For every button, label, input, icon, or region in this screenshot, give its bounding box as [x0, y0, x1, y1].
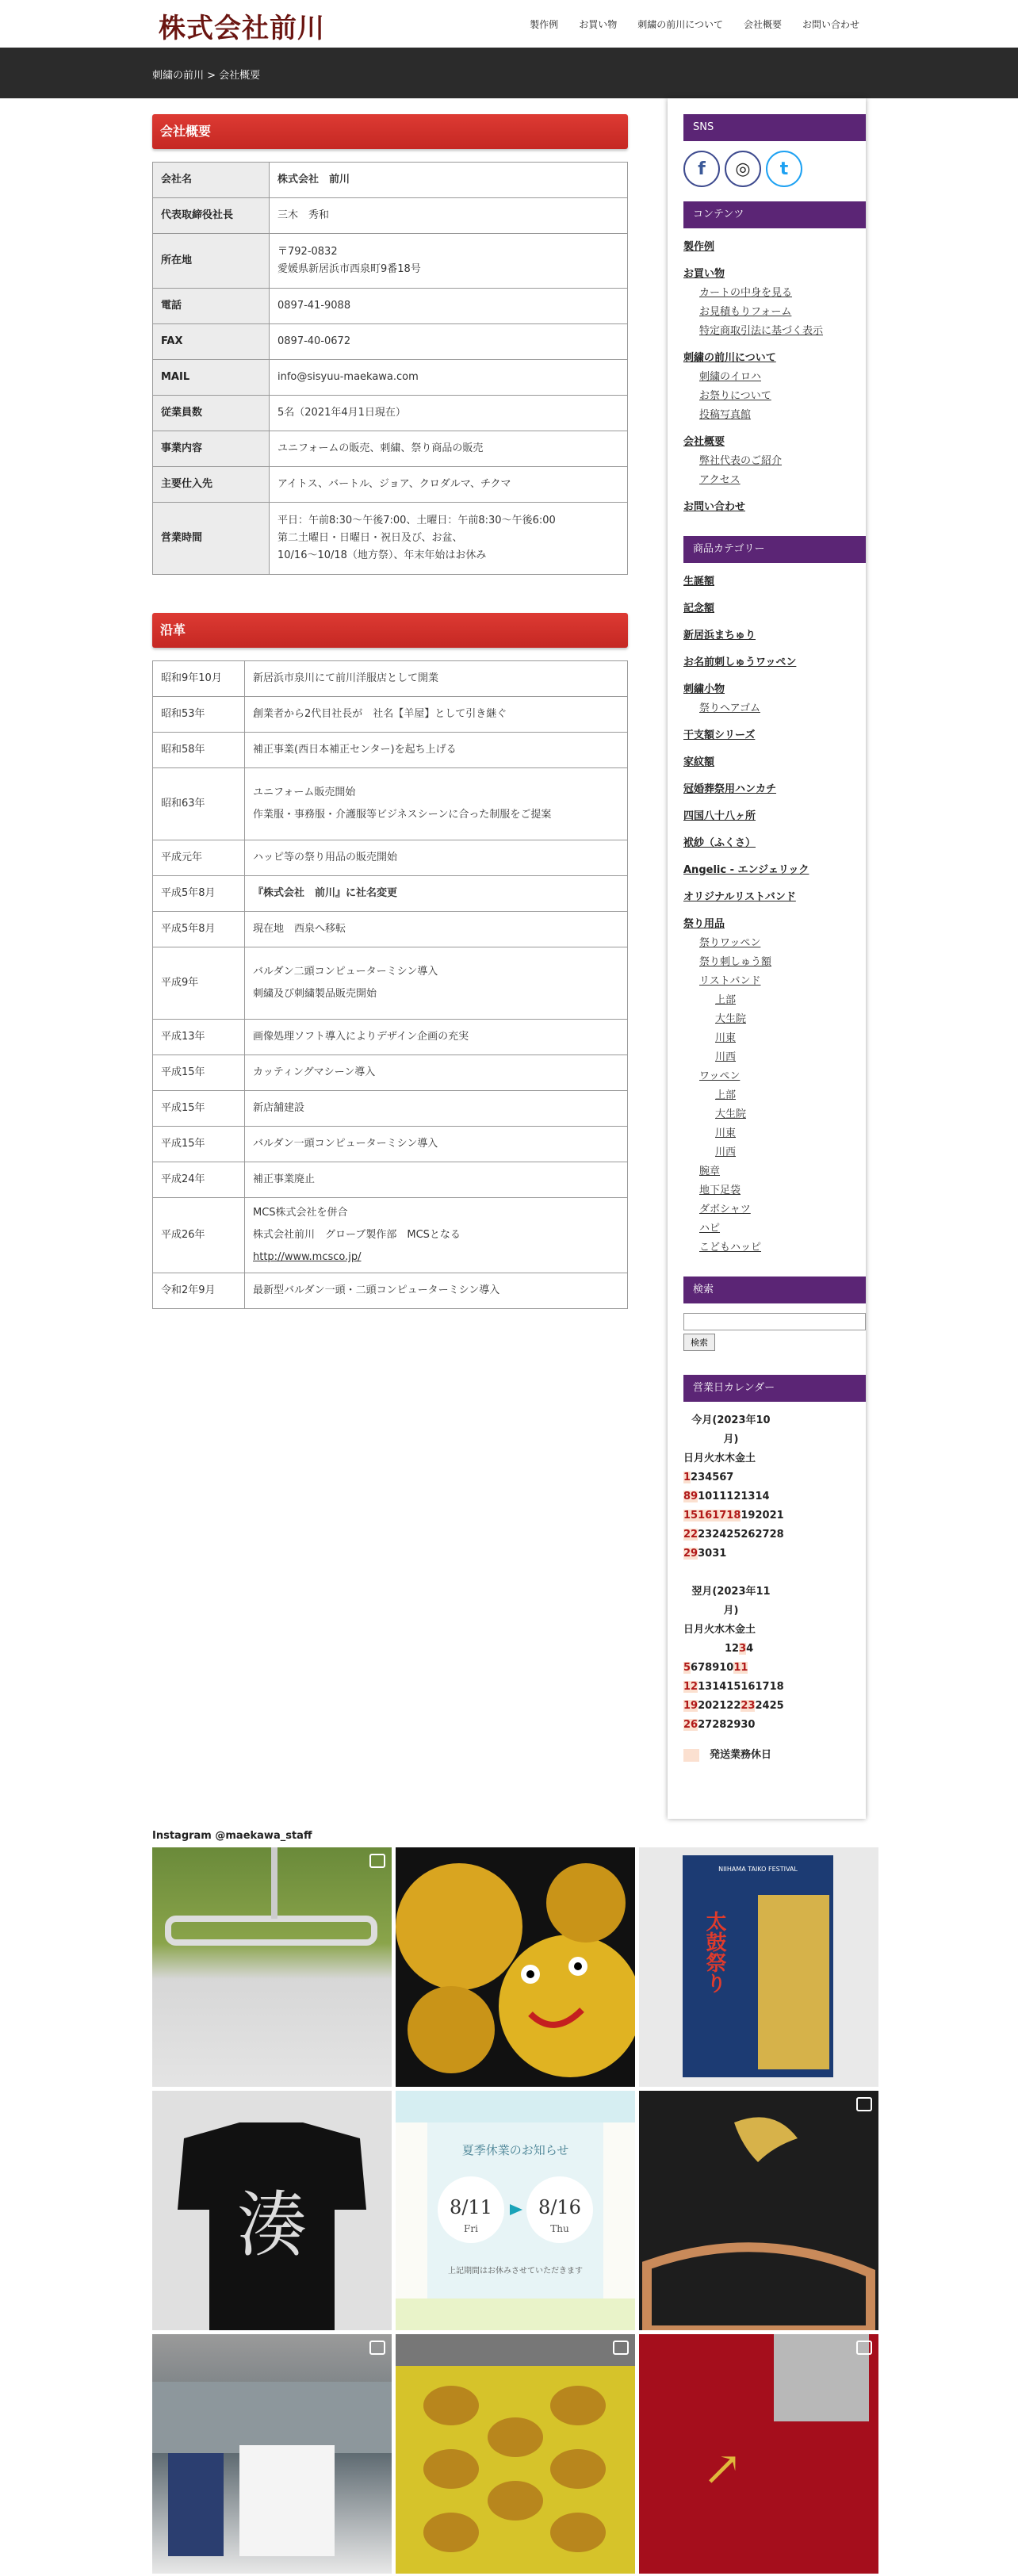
table-row	[153, 912, 628, 947]
row-label: 従業員数	[153, 396, 270, 431]
nav-item-about[interactable]: 刺繍の前川について	[637, 19, 723, 30]
row-value: ハッピ等の祭り用品の販売開始	[245, 840, 628, 876]
site-header	[0, 0, 1018, 48]
instagram-title: Instagram @maekawa_staff	[152, 1830, 312, 1842]
search-button[interactable]: 検索	[683, 1334, 715, 1351]
table-row	[153, 876, 628, 912]
company-overview-heading: 会社概要	[152, 114, 628, 149]
sidebar-menu-item[interactable]: 刺繍の前川について	[683, 352, 776, 364]
company-table	[152, 162, 628, 575]
calendar-day: 4	[746, 1643, 754, 1655]
menu-gap	[683, 772, 866, 780]
sidebar-menu-item[interactable]: 川東	[715, 1127, 737, 1139]
row-value: 0897-41-9088	[270, 289, 628, 324]
calendar-week	[683, 1468, 866, 1487]
instagram-post[interactable]	[639, 1847, 878, 2087]
sidebar-menu-item[interactable]: 刺繍のイロハ	[699, 371, 762, 383]
row-label: 平成5年8月	[153, 912, 245, 947]
calendar-day: 23	[741, 1700, 756, 1712]
row-label: 主要仕入先	[153, 467, 270, 503]
menu-gap	[683, 591, 866, 599]
calendar-day: 10	[719, 1662, 734, 1674]
row-value: ユニフォームの販売、刺繍、祭り商品の販売	[270, 431, 628, 467]
breadcrumb[interactable]: 刺繍の前川 > 会社概要	[152, 70, 261, 82]
calendar-day: 23	[698, 1529, 713, 1541]
calendar-day: 30	[741, 1719, 756, 1731]
sidebar-menu-item[interactable]: 記念額	[683, 603, 715, 614]
row-value: 補正事業廃止	[245, 1162, 628, 1198]
calendar-day: 6	[691, 1662, 698, 1674]
sidebar-menu-item[interactable]: 上部	[715, 1089, 737, 1101]
facebook-icon[interactable]: f	[683, 151, 720, 187]
nav-item-shopping[interactable]: お買い物	[579, 19, 618, 30]
menu-gap	[683, 257, 866, 265]
sidebar-menu-item[interactable]: ワッペン	[699, 1070, 741, 1082]
calendar-day: 25	[726, 1529, 741, 1541]
calendar-week	[683, 1487, 866, 1506]
calendar-day: 11	[712, 1491, 727, 1502]
photo-sewing-machine	[152, 2334, 392, 2574]
sidebar-menu-item[interactable]: 地下足袋	[699, 1185, 741, 1196]
sidebar-menu-item[interactable]: カートの中身を見る	[699, 287, 793, 299]
table-row	[153, 396, 628, 431]
calendar-day: 11	[733, 1662, 748, 1674]
calendar-day: 30	[698, 1548, 713, 1560]
sidebar-menu-item[interactable]: 投稿写真館	[699, 409, 752, 421]
instagram-post[interactable]	[396, 2091, 635, 2330]
calendar-day: 1	[683, 1472, 691, 1483]
calendar-day: 8	[683, 1491, 691, 1502]
calendar-day: 20	[698, 1700, 713, 1712]
sidebar-menu-item[interactable]: お名前刺しゅうワッペン	[683, 656, 797, 668]
calendar-day: 29	[683, 1548, 698, 1560]
calendar-day: 10	[698, 1491, 713, 1502]
sidebar-menu-item[interactable]: 上部	[715, 994, 737, 1006]
calendar-day: 18	[769, 1681, 784, 1693]
calendar-day: 9	[712, 1662, 720, 1674]
row-value: 〒792-0832 愛媛県新居浜市西泉町9番18号	[270, 234, 628, 289]
table-row	[153, 1091, 628, 1127]
svg-text:NIIHAMA TAIKO FESTIVAL: NIIHAMA TAIKO FESTIVAL	[718, 1866, 798, 1873]
table-row	[153, 840, 628, 876]
table-row	[153, 503, 628, 575]
contents-heading: コンテンツ	[683, 201, 866, 228]
row-value: 『株式会社 前川』に社名変更	[245, 876, 628, 912]
row-label: 所在地	[153, 234, 270, 289]
calendar-week	[683, 1506, 866, 1525]
row-value: 画像処理ソフト導入によりデザイン企画の充実	[245, 1020, 628, 1055]
sidebar-menu-item[interactable]: こどもハッピ	[699, 1242, 762, 1254]
row-label: MAIL	[153, 360, 270, 396]
table-row	[153, 947, 628, 1020]
menu-gap	[683, 425, 866, 433]
calendar-day: 21	[712, 1700, 727, 1712]
calendar-oct	[683, 1468, 866, 1564]
nav-item-company[interactable]: 会社概要	[743, 19, 782, 30]
photo-gold-patches	[396, 2334, 635, 2574]
calendar-day: 2	[691, 1472, 698, 1483]
svg-text:Fri: Fri	[464, 2223, 478, 2234]
search-form	[683, 1313, 866, 1351]
calendar-day: 19	[741, 1510, 756, 1521]
table-row	[153, 467, 628, 503]
photo-embroidery-frame	[152, 1847, 392, 2087]
row-label: 平成5年8月	[153, 876, 245, 912]
row-label: 昭和63年	[153, 768, 245, 840]
menu-gap	[683, 853, 866, 861]
weekday-row: 日月火水木金土	[683, 1624, 756, 1636]
weekday-row: 日月火水木金土	[683, 1453, 756, 1464]
calendar-day: 7	[726, 1472, 734, 1483]
row-label: 営業時間	[153, 503, 270, 575]
menu-gap	[683, 907, 866, 915]
sidebar-menu-item[interactable]: 家紋額	[683, 756, 715, 768]
calendar-caption: 今月(2023年10 月)	[691, 1414, 771, 1445]
instagram-post[interactable]	[152, 2091, 392, 2330]
sidebar-menu-item[interactable]: 製作例	[683, 241, 715, 253]
carousel-icon	[613, 2341, 629, 2355]
categories-menu	[683, 572, 866, 1257]
menu-gap	[683, 341, 866, 349]
main-nav	[530, 17, 859, 31]
site-logo[interactable]: 株式会社前川	[159, 13, 325, 44]
calendar-day: 2	[732, 1643, 740, 1655]
calendar-week	[683, 1697, 866, 1716]
calendar-day: 25	[769, 1700, 784, 1712]
row-label: 平成26年	[153, 1198, 245, 1273]
instagram-post[interactable]	[639, 2334, 878, 2574]
svg-text:上記期間はお休みさせていただきます: 上記期間はお休みさせていただきます	[448, 2267, 583, 2276]
menu-gap	[683, 672, 866, 680]
carousel-icon	[856, 2341, 872, 2355]
nav-item-examples[interactable]: 製作例	[530, 19, 559, 30]
sidebar-menu-item[interactable]: 袱紗（ふくさ）	[683, 837, 756, 849]
sns-links	[683, 151, 866, 187]
svg-text:↗: ↗	[702, 2441, 743, 2497]
calendar-day: 5	[712, 1472, 720, 1483]
calendar-week	[683, 1659, 866, 1678]
row-label: 平成15年	[153, 1127, 245, 1162]
menu-gap	[683, 799, 866, 807]
table-row	[153, 768, 628, 840]
row-value: 最新型バルダン一頭・二頭コンピューターミシン導入	[245, 1273, 628, 1309]
calendar-day: 22	[683, 1529, 698, 1541]
row-value: 平日：午前8:30〜午後7:00、土曜日：午前8:30〜午後6:00 第二土曜日・日曜日・祝日及び、お盆、 10/16〜10/18（地方祭）、年末年始はお休み	[270, 503, 628, 575]
row-value: 新店舗建設	[245, 1091, 628, 1127]
row-value: カッティングマシーン導入	[245, 1055, 628, 1091]
sidebar-menu-item[interactable]: 祭り刺しゅう額	[699, 956, 772, 968]
calendar-legend: 発送業務休日	[683, 1746, 866, 1762]
menu-gap	[683, 618, 866, 626]
row-label: 代表取締役社長	[153, 198, 270, 234]
categories-heading: 商品カテゴリー	[683, 536, 866, 563]
svg-text:8/16: 8/16	[538, 2196, 581, 2218]
calendar-day: 28	[769, 1529, 784, 1541]
calendar-day: 26	[683, 1719, 698, 1731]
menu-gap	[683, 826, 866, 834]
row-label: 平成24年	[153, 1162, 245, 1198]
menu-gap	[683, 745, 866, 753]
row-value: MCS株式会社を併合 株式会社前川 グローブ製作部 MCSとなる http://www.mcsco.jp/	[245, 1198, 628, 1273]
sidebar-menu-item[interactable]: Angelic - エンジェリック	[683, 864, 809, 876]
table-row	[153, 1162, 628, 1198]
calendar-day: 24	[755, 1700, 770, 1712]
calendar-week	[683, 1544, 866, 1564]
calendar-day: 27	[755, 1529, 770, 1541]
main-content	[152, 114, 628, 1309]
row-label: 昭和58年	[153, 733, 245, 768]
row-label: 事業内容	[153, 431, 270, 467]
photo-taiko-poster	[639, 1847, 878, 2087]
sidebar-menu-item[interactable]: リストバンド	[699, 975, 761, 987]
row-label: 平成15年	[153, 1091, 245, 1127]
row-value: 補正事業(西日本補正センター)を起ち上げる	[245, 733, 628, 768]
instagram-post[interactable]	[396, 1847, 635, 2087]
sidebar-menu-item[interactable]: お買い物	[683, 268, 725, 280]
row-value: 株式会社 前川	[270, 163, 628, 198]
calendar-day: 3	[698, 1472, 706, 1483]
row-value: バルダン二頭コンピューターミシン導入 刺繍及び刺繍製品販売開始	[245, 947, 628, 1020]
history-heading: 沿革	[152, 613, 628, 648]
photo-black-shirt	[152, 2091, 392, 2330]
sidebar-menu-item[interactable]: ダボシャツ	[699, 1204, 751, 1215]
menu-gap	[683, 490, 866, 498]
table-row	[153, 1273, 628, 1309]
row-value: ユニフォーム販売開始 作業服・事務服・介護服等ビジネスシーンに合った制服をご提案	[245, 768, 628, 840]
calendar-day: 18	[726, 1510, 741, 1521]
sidebar-menu-item[interactable]: 川西	[715, 1146, 737, 1158]
calendar-day: 20	[755, 1510, 770, 1521]
calendar-week	[683, 1716, 866, 1735]
svg-text:太鼓祭り: 太鼓祭り	[702, 1911, 726, 1993]
calendar-day: 1	[725, 1643, 733, 1655]
row-label: 平成元年	[153, 840, 245, 876]
calendar-day: 12	[726, 1491, 741, 1502]
sidebar-menu-item[interactable]: 干支額シリーズ	[683, 729, 756, 741]
calendar-day: 31	[712, 1548, 727, 1560]
calendar-day: 4	[705, 1472, 713, 1483]
sidebar-menu-item[interactable]: お祭りについて	[699, 390, 771, 402]
history-table	[152, 660, 628, 1309]
business-calendar	[683, 1411, 866, 1762]
sidebar-menu-item[interactable]: 四国八十八ヶ所	[683, 810, 756, 822]
table-row	[153, 163, 628, 198]
row-value: 現在地 西泉へ移転	[245, 912, 628, 947]
sidebar-menu-item[interactable]: 祭りワッペン	[699, 937, 761, 949]
sidebar-menu-item[interactable]: 大生院	[715, 1013, 747, 1025]
photo-red-embroidery	[639, 2334, 878, 2574]
svg-text:8/11: 8/11	[450, 2196, 492, 2218]
photo-dragon-embroidery	[639, 2091, 878, 2330]
menu-gap	[683, 645, 866, 653]
sidebar-menu-item[interactable]: 生誕額	[683, 576, 715, 588]
calendar-day: 14	[712, 1681, 727, 1693]
calendar-day: 15	[726, 1681, 741, 1693]
instagram-post[interactable]	[639, 2091, 878, 2330]
row-label: 昭和9年10月	[153, 661, 245, 697]
calendar-day: 14	[755, 1491, 770, 1502]
row-value: 0897-40-0672	[270, 324, 628, 360]
row-label: FAX	[153, 324, 270, 360]
row-value: 新居浜市泉川にて前川洋服店として開業	[245, 661, 628, 697]
calendar-day: 6	[719, 1472, 727, 1483]
table-row	[153, 234, 628, 289]
calendar-day: 15	[683, 1510, 698, 1521]
svg-text:Thu: Thu	[550, 2223, 569, 2234]
calendar-day: 19	[683, 1700, 698, 1712]
carousel-icon	[369, 1854, 385, 1868]
sidebar-menu-item[interactable]: アクセス	[699, 474, 741, 486]
summer-holiday-notice	[396, 2091, 635, 2330]
calendar-day: 7	[698, 1662, 706, 1674]
row-label: 平成9年	[153, 947, 245, 1020]
calendar-day: 17	[712, 1510, 727, 1521]
calendar-heading: 営業日カレンダー	[683, 1375, 866, 1402]
holiday-swatch	[683, 1749, 699, 1762]
calendar-day: 17	[755, 1681, 770, 1693]
table-row	[153, 1055, 628, 1091]
sidebar-menu-item[interactable]: 大生院	[715, 1108, 747, 1120]
sidebar-menu-item[interactable]: 川西	[715, 1051, 737, 1063]
row-value: 三木 秀和	[270, 198, 628, 234]
row-label: 昭和53年	[153, 697, 245, 733]
instagram-post[interactable]	[152, 1847, 392, 2087]
row-value: info@sisyuu-maekawa.com	[270, 360, 628, 396]
row-label: 令和2年9月	[153, 1273, 245, 1309]
table-row	[153, 661, 628, 697]
sidebar-menu-item[interactable]: 会社概要	[683, 436, 725, 448]
table-row	[153, 289, 628, 324]
calendar-day: 9	[691, 1491, 698, 1502]
table-row	[153, 1127, 628, 1162]
calendar-day: 24	[712, 1529, 727, 1541]
nav-item-contact[interactable]: お問い合わせ	[802, 19, 859, 30]
sidebar-menu-item[interactable]: 冠婚葬祭用ハンカチ	[683, 783, 777, 795]
calendar-day: 27	[698, 1719, 713, 1731]
row-label: 平成15年	[153, 1055, 245, 1091]
instagram-icon[interactable]: ◎	[725, 151, 761, 187]
calendar-day: 29	[726, 1719, 741, 1731]
calendar-day: 13	[698, 1681, 713, 1693]
row-value: バルダン一頭コンピューターミシン導入	[245, 1127, 628, 1162]
calendar-day: 12	[683, 1681, 698, 1693]
table-row	[153, 1198, 628, 1273]
menu-gap	[683, 880, 866, 888]
calendar-caption: 翌月(2023年11 月)	[691, 1586, 771, 1617]
sidebar-menu-item[interactable]: 特定商取引法に基づく表示	[699, 325, 824, 337]
sidebar-menu-item[interactable]: 刺繍小物	[683, 683, 725, 695]
table-row	[153, 1020, 628, 1055]
calendar-day: 13	[741, 1491, 756, 1502]
sidebar-menu-item[interactable]: 新居浜まちゅり	[683, 630, 756, 641]
sidebar-menu-item[interactable]: 祭り用品	[683, 918, 725, 930]
calendar-day: 21	[769, 1510, 784, 1521]
sidebar	[668, 98, 866, 1819]
sns-heading: SNS	[683, 114, 866, 141]
calendar-day: 3	[739, 1643, 747, 1655]
svg-text:夏季休業のお知らせ: 夏季休業のお知らせ	[461, 2143, 569, 2157]
instagram-post[interactable]	[396, 2334, 635, 2574]
calendar-day: 8	[705, 1662, 713, 1674]
sidebar-menu-item[interactable]: お見積もりフォーム	[699, 306, 792, 318]
table-row	[153, 697, 628, 733]
row-value: 創業者から2代目社長が 社名【羊屋】として引き継ぐ	[245, 697, 628, 733]
table-row	[153, 733, 628, 768]
carousel-icon	[856, 2097, 872, 2111]
row-label: 平成13年	[153, 1020, 245, 1055]
sidebar-menu-item[interactable]: 弊社代表のご紹介	[699, 455, 783, 467]
row-value: 5名（2021年4月1日現在）	[270, 396, 628, 431]
search-heading: 検索	[683, 1277, 866, 1303]
sidebar-menu-item[interactable]: 祭りヘアゴム	[699, 702, 760, 714]
sidebar-menu-item[interactable]: オリジナルリストバンド	[683, 891, 796, 903]
table-row	[153, 198, 628, 234]
table-row	[153, 324, 628, 360]
sidebar-menu-item[interactable]: ハピ	[699, 1223, 721, 1234]
calendar-week	[683, 1640, 866, 1659]
table-row	[153, 431, 628, 467]
row-label: 電話	[153, 289, 270, 324]
search-input[interactable]	[683, 1313, 866, 1330]
mcs-link[interactable]: http://www.mcsco.jp/	[253, 1251, 362, 1263]
svg-text:湊: 湊	[236, 2184, 308, 2267]
photo-gold-lions	[396, 1847, 635, 2087]
calendar-day: 22	[726, 1700, 741, 1712]
calendar-nov	[683, 1640, 866, 1735]
twitter-icon[interactable]: t	[766, 151, 802, 187]
calendar-week	[683, 1678, 866, 1697]
carousel-icon	[369, 2341, 385, 2355]
sidebar-menu-item[interactable]: お問い合わせ	[683, 501, 746, 513]
calendar-day: 16	[741, 1681, 756, 1693]
sidebar-menu-item[interactable]: 川東	[715, 1032, 737, 1044]
menu-gap	[683, 718, 866, 726]
contents-menu	[683, 238, 866, 517]
table-row	[153, 360, 628, 396]
row-value: アイトス、バートル、ジョア、クロダルマ、チクマ	[270, 467, 628, 503]
breadcrumb-bar	[0, 48, 1018, 98]
calendar-week	[683, 1525, 866, 1544]
calendar-day: 28	[712, 1719, 727, 1731]
sidebar-menu-item[interactable]: 腕章	[699, 1166, 721, 1177]
calendar-day: 16	[698, 1510, 713, 1521]
instagram-post[interactable]	[152, 2334, 392, 2574]
calendar-day: 5	[683, 1662, 691, 1674]
row-label: 会社名	[153, 163, 270, 198]
instagram-grid	[152, 1847, 878, 2574]
calendar-day: 26	[741, 1529, 756, 1541]
